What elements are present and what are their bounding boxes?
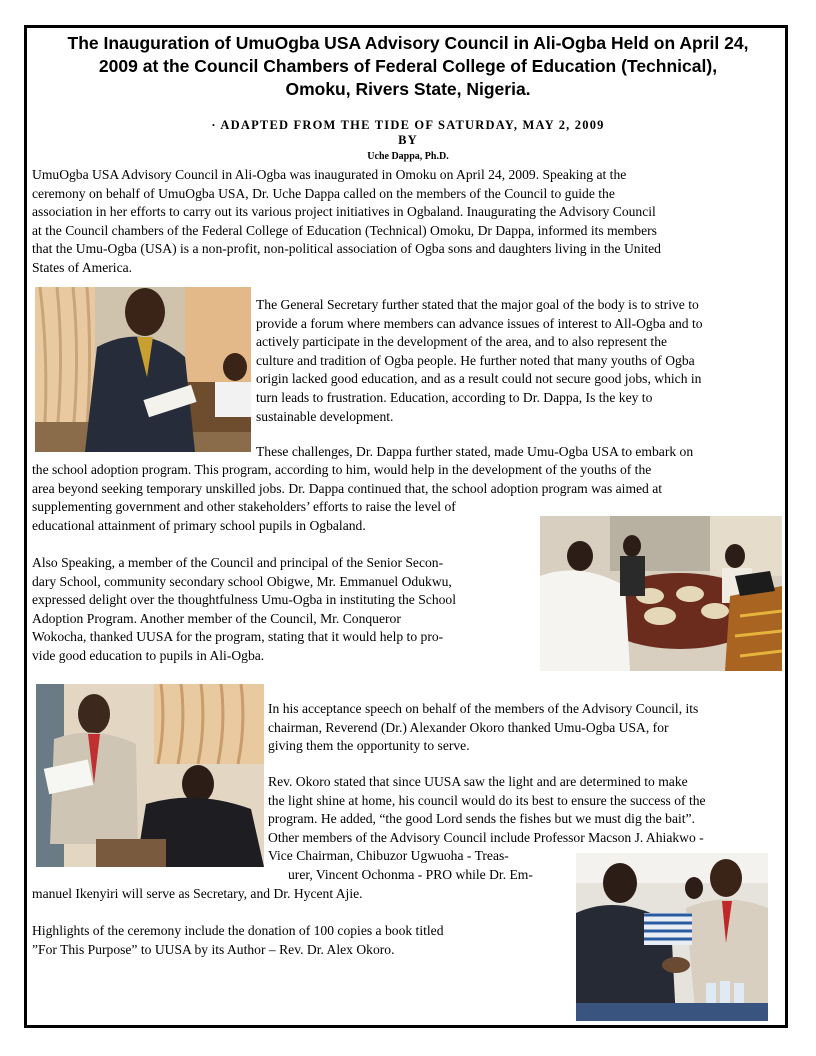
text-line: Wokocha, thanked UUSA for the program, stating that it would help to pro- [32,629,444,645]
title-line: The Inauguration of UmuOgba USA Advisory Council in Ali-Ogba Held on April 24, [67,33,749,53]
title-line: Omoku, Rivers State, Nigeria. [285,79,531,99]
text-line: The General Secretary further stated that the major goal of the body is to strive to [256,297,699,312]
text-line: at the Council chambers of the Federal College of Education (Technical) Omoku, Dr Dappa, informed its members [32,222,657,238]
text-line: chairman, Reverend (Dr.) Alexander Okoro thanked Umu-Ogba USA, for [268,719,669,735]
text-line: dary School, community secondary school Obigwe, Mr. Emmanuel Odukwu, [32,573,452,589]
text-line: the school adoption program. This program, according to him, would help in the development of the youths of the [32,462,652,477]
text-line: Vice Chairman, Chibuzor Ugwuoha - Treas- [268,848,509,863]
text-line: supplementing government and other stakeholders’ efforts to raise the level of [32,499,456,515]
text-line: urer, Vincent Ochonma - PRO while Dr. Em- [288,867,533,882]
text-line: program. He added, “the good Lord sends the fishes but we must dig the bait”. [268,811,695,827]
text-line: ”For This Purpose” to UUSA by its Author – Rev. Dr. Alex Okoro. [32,941,395,957]
text-line: that the Umu-Ogba (USA) is a non-profit, non-political association of Ogba sons and daughters living in the United [32,241,661,257]
also-speaking-paragraph [32,554,456,666]
text-line: sustainable development. [256,408,394,424]
text-line: vide good education to pupils in Ali-Ogba. [32,647,265,663]
author-name: Uche Dappa, Ph.D. [367,151,449,162]
general-secretary-paragraph [256,296,703,426]
text-line: the light shine at home, his council would do its best to ensure the success of the [268,792,706,808]
text-line: Other members of the Advisory Council include Professor Macson J. Ahiakwo - [268,829,704,845]
text-line: turn leads to frustration. Education, according to Dr. Dappa, Is the key to [256,389,653,405]
text-line: provide a forum where members can advance issues of interest to All-Ogba and to [256,315,703,331]
text-line: UmuOgba USA Advisory Council in Ali-Ogba was inaugurated in Omoku on April 24, 2009. Speaking at the [32,167,627,182]
text-line: expressed delight over the thoughtfulness Umu-Ogba in instituting the School [32,592,456,608]
text-line: States of America. [32,259,133,275]
title-line: 2009 at the Council Chambers of Federal College of Education (Technical), [98,56,718,76]
text-line: origin lacked good education, and as a result could not secure good jobs, which in [256,371,702,387]
photo-council-meeting [540,516,782,671]
acceptance-paragraph [268,700,698,756]
text-line: actively participate in the development of the area, and to also represent the [256,334,668,350]
text-line: educational attainment of primary school pupils in Ogbaland. [32,517,366,533]
text-line: Adoption Program. Another member of the Council, Mr. Conqueror [32,610,401,626]
photo-speaker-reading [35,287,251,452]
text-line: association in her efforts to carry out its various project initiatives in Ogbaland. Inaugurating the Advisory Council [32,204,656,220]
article-title [30,32,786,101]
highlights-paragraph [32,922,444,959]
text-line: manuel Ikenyiri will serve as Secretary, and Dr. Hycent Ajie. [32,885,363,901]
intro-paragraph [32,166,661,278]
photo-book-presentation [576,853,768,1021]
okoro-paragraph [268,773,706,847]
text-line: culture and tradition of Ogba people. He further noted that many youths of Ogba [256,352,695,368]
by-line: BY [398,133,418,147]
text-line: Also Speaking, a member of the Council and principal of the Senior Secon- [32,555,444,570]
council-members-line [268,847,509,866]
text-line: These challenges, Dr. Dappa further stated, made Umu-Ogba USA to embark on [256,444,694,459]
text-line: giving them the opportunity to serve. [268,738,470,754]
text-line: In his acceptance speech on behalf of the members of the Advisory Council, its [268,701,699,716]
challenges-paragraph-start [256,443,693,462]
text-line: area beyond seeking temporary unskilled jobs. Dr. Dappa continued that, the school adoption program was aimed at [32,480,663,496]
text-line: Highlights of the ceremony include the donation of 100 copies a book titled [32,923,444,938]
photo-chairman-reading [36,684,264,867]
text-line: ceremony on behalf of UmuOgba USA, Dr. Uche Dappa called on the members of the Council to guide the [32,185,615,201]
source-line: · ADAPTED FROM THE TIDE OF SATURDAY, MAY 2, 2009 [211,118,605,132]
council-members-paragraph [32,866,533,903]
text-line: Rev. Okoro stated that since UUSA saw the light and are determined to make [268,774,688,789]
